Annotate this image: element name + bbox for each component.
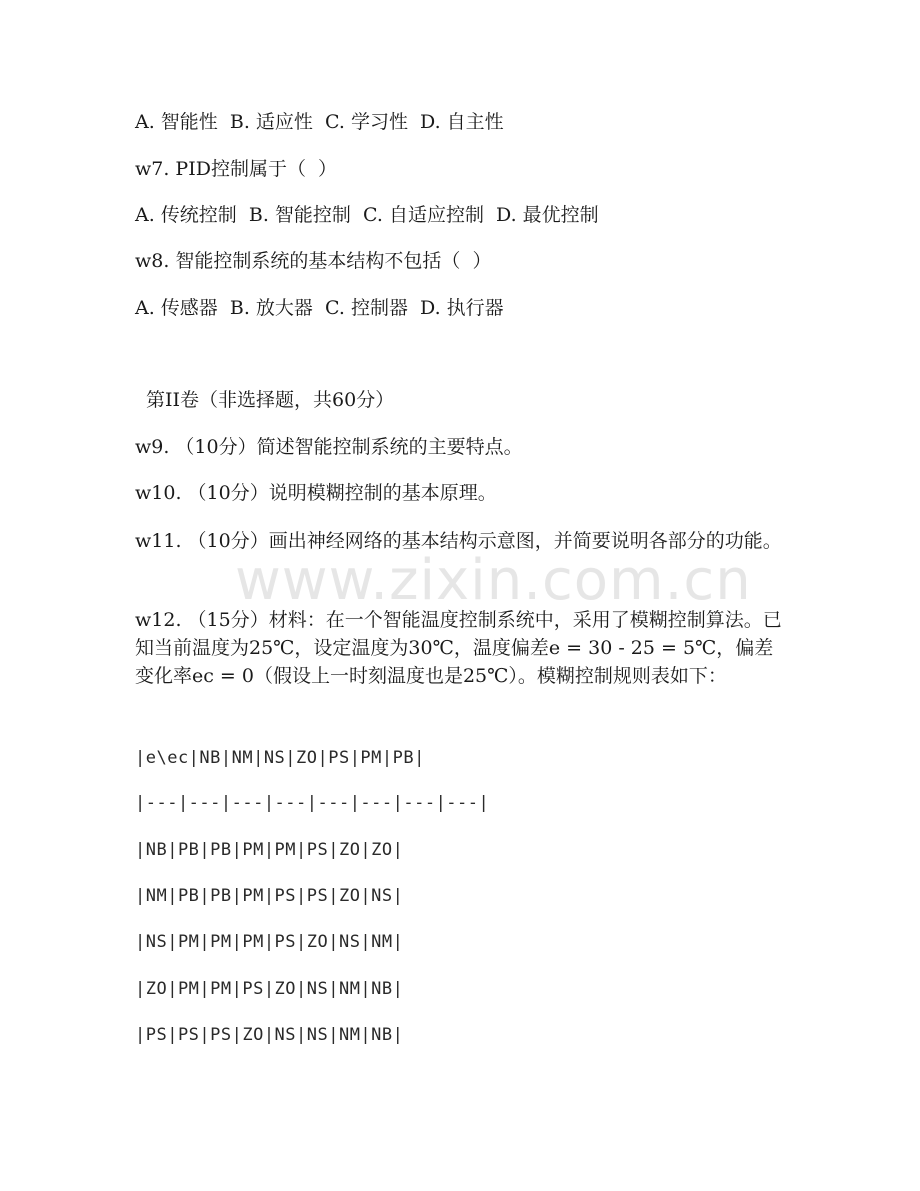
rule-table-separator: |---|---|---|---|---|---|---|---|: [135, 793, 490, 813]
rule-table-row: |ZO|PM|PM|PS|ZO|NS|NM|NB|: [135, 979, 404, 999]
rule-table-row: |NM|PB|PB|PM|PS|PS|ZO|NS|: [135, 886, 404, 906]
rule-table-row: |NS|PM|PM|PM|PS|ZO|NS|NM|: [135, 932, 404, 952]
rule-table-header: |e\ec|NB|NM|NS|ZO|PS|PM|PB|: [135, 748, 425, 768]
q11-text: w11. （10分）画出神经网络的基本结构示意图，并简要说明各部分的功能。: [135, 530, 782, 552]
rule-table-row: |NB|PB|PB|PM|PM|PS|ZO|ZO|: [135, 840, 404, 860]
q6-options: A. 智能性 B. 适应性 C. 学习性 D. 自主性: [135, 111, 504, 133]
q8-stem: w8. 智能控制系统的基本结构不包括（ ）: [135, 250, 492, 272]
q9-text: w9. （10分）简述智能控制系统的主要特点。: [135, 436, 523, 458]
section-2-title: 第II卷（非选择题，共60分）: [146, 389, 395, 411]
q7-stem: w7. PID控制属于（ ）: [135, 158, 338, 180]
q10-text: w10. （10分）说明模糊控制的基本原理。: [135, 482, 497, 504]
watermark-text: www.zixin.com.cn: [235, 548, 752, 613]
rule-table-row: |PS|PS|PS|ZO|NS|NS|NM|NB|: [135, 1025, 404, 1045]
q8-options: A. 传感器 B. 放大器 C. 控制器 D. 执行器: [135, 297, 504, 319]
q12-text: w12. （15分）材料：在一个智能温度控制系统中，采用了模糊控制算法。已知当前温度为25℃，设定温度为30℃，温度偏差e = 30 - 25 = 5℃，偏差变化率ec = 0（假设上一时刻温度也是25℃）。模糊控制规则表如下：: [135, 609, 782, 687]
q7-options: A. 传统控制 B. 智能控制 C. 自适应控制 D. 最优控制: [135, 204, 599, 226]
